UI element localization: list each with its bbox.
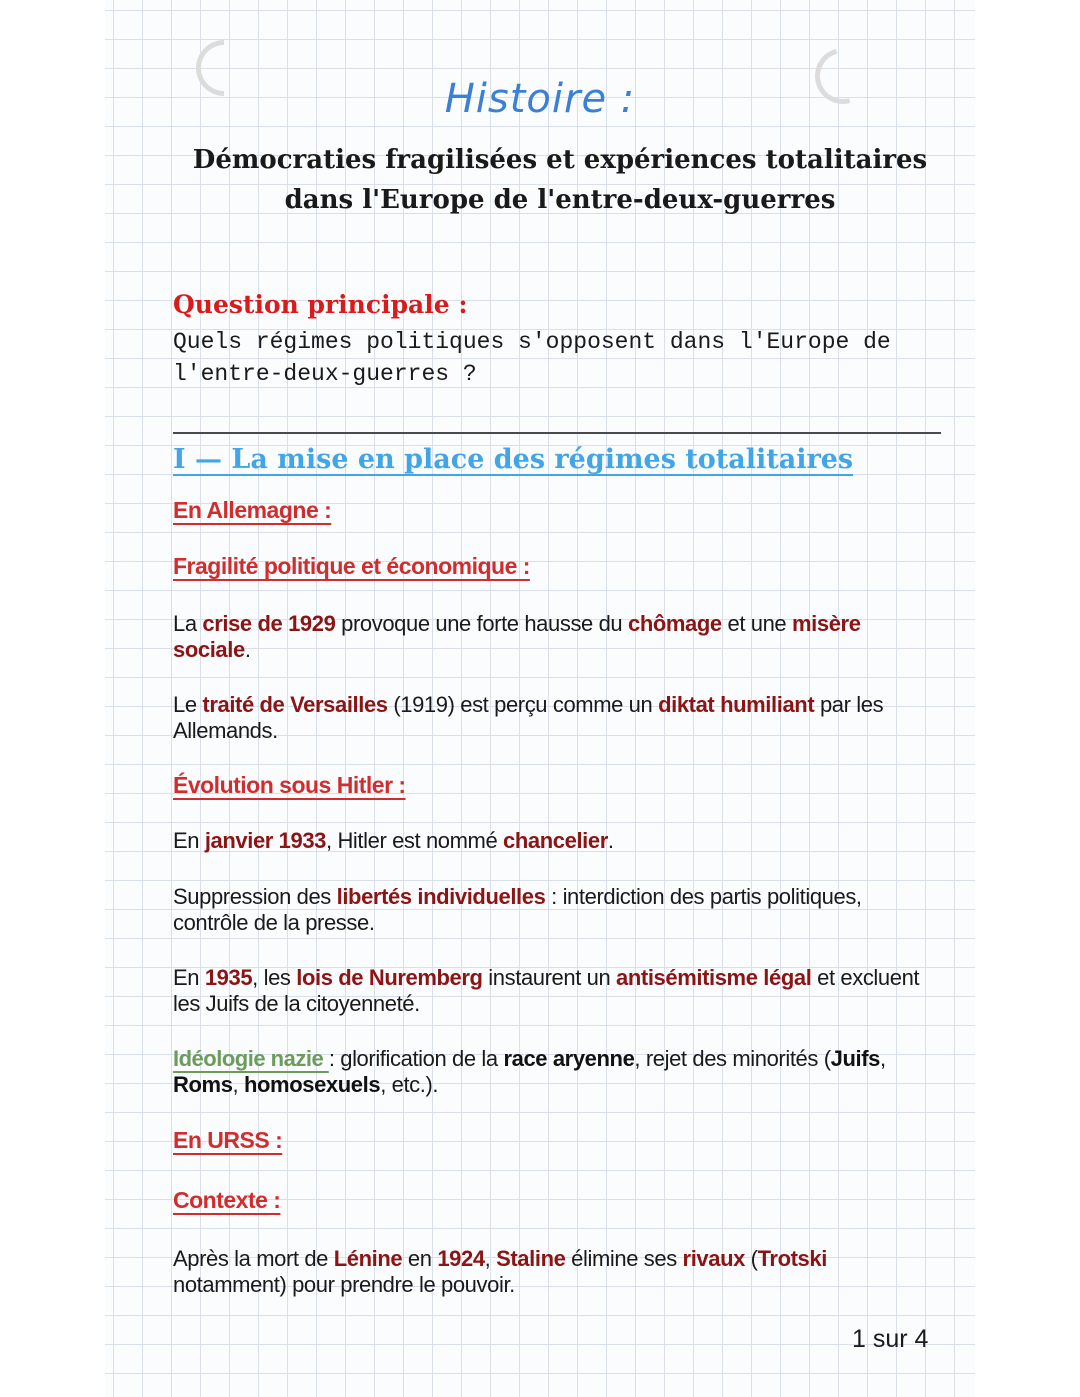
page-title: Histoire : <box>444 76 636 122</box>
text: En <box>173 828 205 853</box>
keyword: 1935 <box>204 965 253 990</box>
subheading-fragilite: Fragilité politique et économique : <box>173 553 530 579</box>
text: . <box>244 637 251 662</box>
paragraph <box>173 884 933 936</box>
paragraph <box>173 1046 933 1098</box>
keyword: Lénine <box>333 1246 403 1271</box>
divider <box>173 432 941 434</box>
text: par les Allemands. <box>173 692 884 743</box>
question-text: Quels régimes politiques s'opposent dans l'Europe de l'entre-deux-guerres ? <box>173 329 891 387</box>
keyword: chancelier <box>503 828 608 853</box>
keyword: race aryenne <box>503 1046 635 1071</box>
text: en <box>402 1246 438 1271</box>
keyword: lois de Nuremberg <box>296 965 483 990</box>
text: notamment) pour prendre le pouvoir. <box>173 1272 515 1297</box>
keyword: rivaux <box>682 1246 745 1271</box>
keyword: traité de Versailles <box>202 692 388 717</box>
text: (1919) est perçu comme un <box>387 692 659 717</box>
text: instaurent un <box>482 965 617 990</box>
text: , <box>484 1246 497 1271</box>
text: élimine ses <box>565 1246 683 1271</box>
paragraph <box>173 828 933 854</box>
text: , Hitler est nommé <box>326 828 504 853</box>
subheading-evolution: Évolution sous Hitler : <box>173 772 406 798</box>
text: : interdiction des partis politiques, contrôle de la presse. <box>173 884 862 935</box>
text: provoque une forte hausse du <box>335 611 628 636</box>
text: , etc.). <box>380 1072 439 1097</box>
keyword: Roms <box>173 1072 233 1097</box>
section-heading: I — La mise en place des régimes totalitaires <box>173 444 854 475</box>
text: La <box>173 611 203 636</box>
paragraph <box>173 1246 933 1298</box>
text: , les <box>252 965 297 990</box>
text: Suppression des <box>173 884 337 909</box>
keyword: janvier 1933 <box>204 828 327 853</box>
keyword: chômage <box>627 611 722 636</box>
text: . <box>607 828 614 853</box>
keyword: 1924 <box>437 1246 485 1271</box>
text: Le <box>173 692 203 717</box>
keyword: antisémitisme légal <box>616 965 812 990</box>
keyword: diktat humiliant <box>658 692 815 717</box>
ideology-label: Idéologie nazie <box>173 1046 329 1071</box>
text: En <box>173 965 205 990</box>
text: , rejet des minorités ( <box>634 1046 831 1071</box>
subheading-urss: En URSS : <box>173 1127 283 1153</box>
subheading-allemagne: En Allemagne : <box>173 497 332 523</box>
keyword: Staline <box>496 1246 566 1271</box>
text: et excluent les Juifs de la citoyenneté. <box>173 965 920 1016</box>
text: Après la mort de <box>173 1246 334 1271</box>
paragraph <box>173 692 933 744</box>
text: ( <box>744 1246 758 1271</box>
paragraph <box>173 965 933 1017</box>
text: , <box>232 1072 244 1097</box>
keyword: misère sociale <box>173 611 861 662</box>
page-subtitle: Démocraties fragilisées et expériences totalitaires dans l'Europe de l'entre-deux-guerres <box>192 145 928 215</box>
text: , <box>879 1046 886 1071</box>
keyword: Juifs <box>830 1046 880 1071</box>
text: : glorification de la <box>328 1046 504 1071</box>
keyword: Trotski <box>757 1246 827 1271</box>
keyword: libertés individuelles <box>336 884 546 909</box>
question-label: Question principale : <box>173 290 468 319</box>
subheading-contexte: Contexte : <box>173 1187 281 1213</box>
keyword: crise de 1929 <box>202 611 336 636</box>
paragraph <box>173 611 933 663</box>
text: et une <box>721 611 792 636</box>
keyword: homosexuels <box>243 1072 381 1097</box>
page-number: 1 sur 4 <box>852 1325 929 1353</box>
